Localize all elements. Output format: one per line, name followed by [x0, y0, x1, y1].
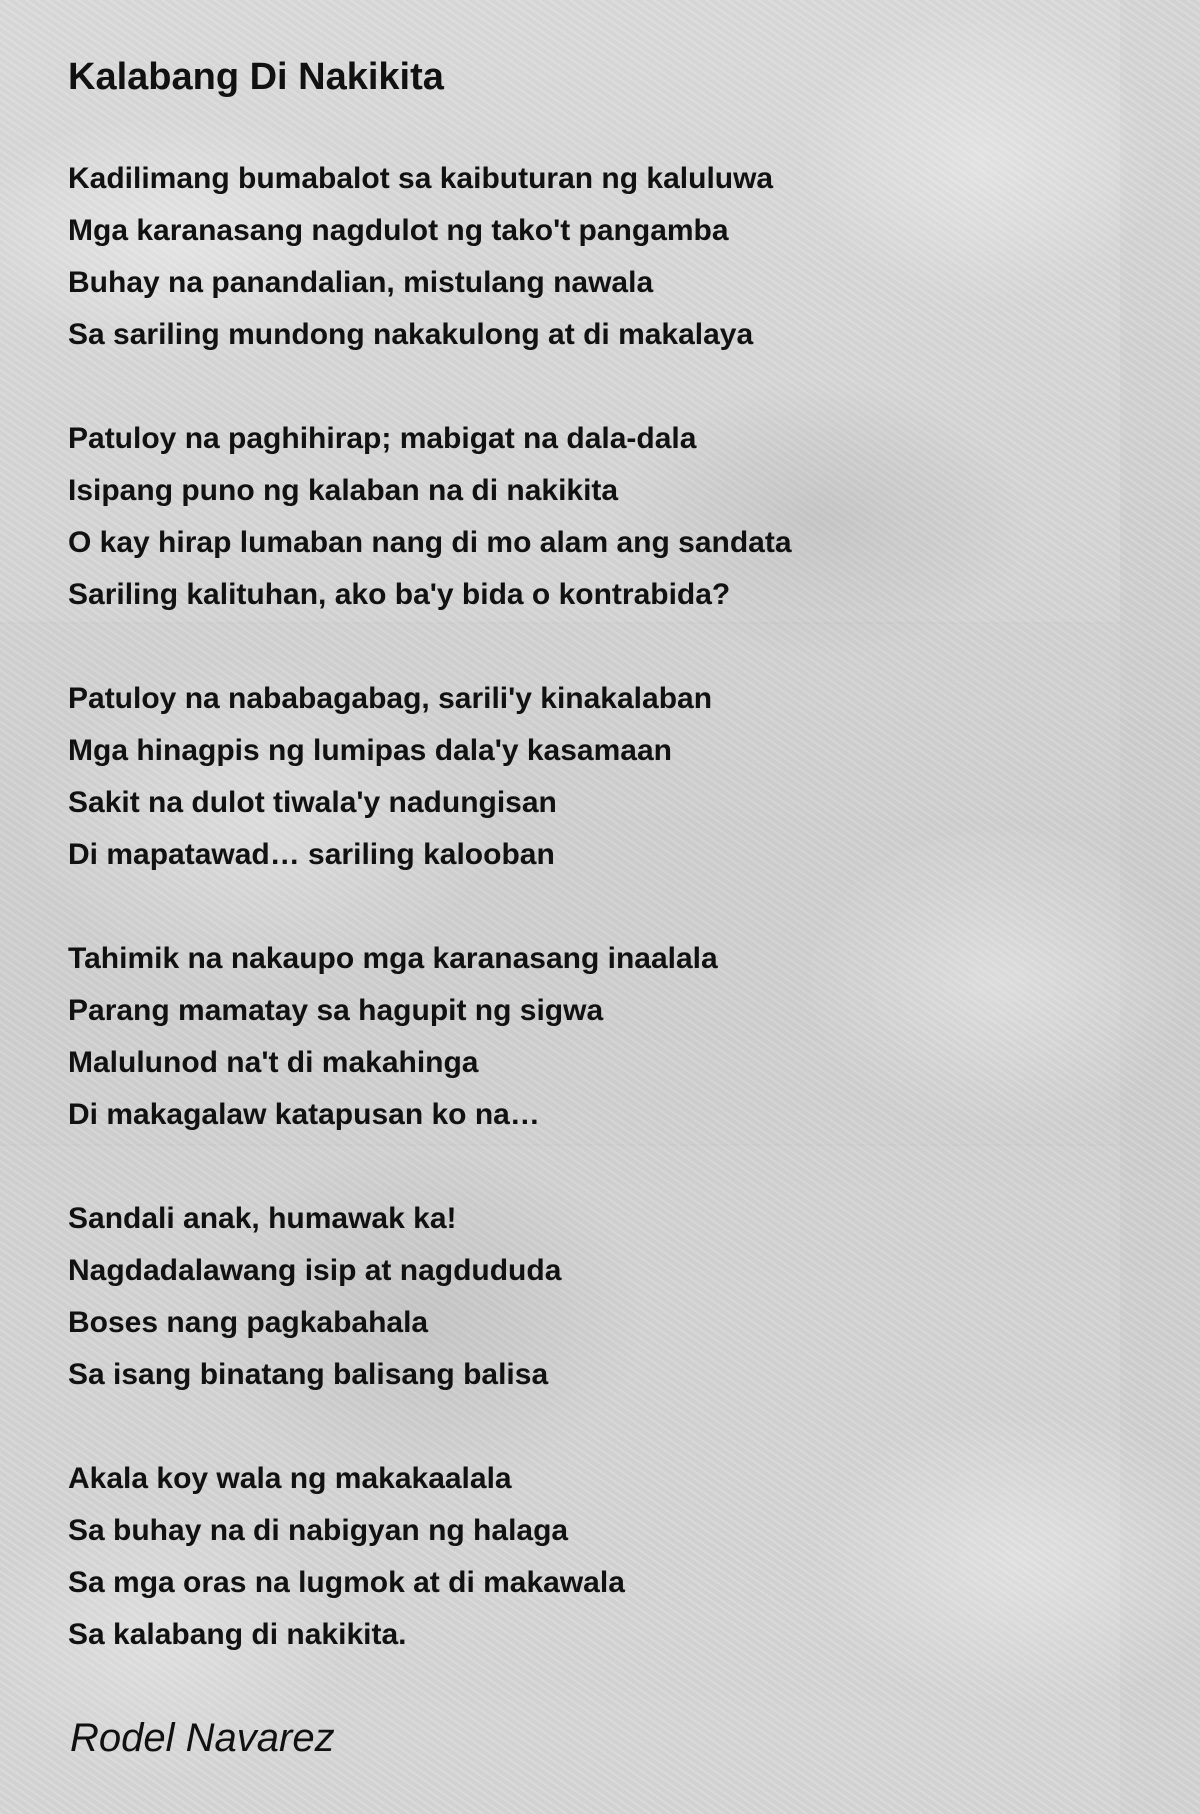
stanza-5: [68, 1193, 1128, 1401]
poem-line: Akala koy wala ng makakaalala: [68, 1462, 512, 1495]
poem-line: Sariling kalituhan, ako ba'y bida o kontrabida?: [68, 578, 731, 611]
stanza-4: [68, 933, 1128, 1141]
poem-line: Sakit na dulot tiwala'y nadungisan: [68, 786, 557, 819]
poem-line: Sa mga oras na lugmok at di makawala: [68, 1566, 625, 1599]
poem-line: Boses nang pagkabahala: [68, 1306, 429, 1339]
poem-line: Tahimik na nakaupo mga karanasang inaalala: [68, 942, 718, 975]
stanza-6: [68, 1453, 1128, 1661]
poem-line: O kay hirap lumaban nang di mo alam ang sandata: [68, 526, 792, 559]
poem-line: Di makagalaw katapusan ko na…: [68, 1098, 540, 1131]
poem-line: Mga hinagpis ng lumipas dala'y kasamaan: [68, 734, 672, 767]
poem-body: [68, 153, 1128, 1661]
poem-title: Kalabang Di Nakikita: [68, 56, 444, 98]
poem-line: Mga karanasang nagdulot ng tako't pangamba: [68, 214, 729, 247]
poem-line: Isipang puno ng kalaban na di nakikita: [68, 474, 619, 507]
poem-line: Sandali anak, humawak ka!: [68, 1202, 457, 1235]
poem-line: Patuloy na nababagabag, sarili'y kinakalaban: [68, 682, 713, 715]
poem-content: [68, 48, 1128, 1713]
poem-line: Patuloy na paghihirap; mabigat na dala-dala: [68, 422, 697, 455]
poem-line: Sa sariling mundong nakakulong at di makalaya: [68, 318, 754, 351]
stanza-1: [68, 153, 1128, 361]
poem-line: Parang mamatay sa hagupit ng sigwa: [68, 994, 604, 1027]
poem-line: Kadilimang bumabalot sa kaibuturan ng kaluluwa: [68, 162, 774, 195]
poem-line: Di mapatawad… sariling kalooban: [68, 838, 555, 871]
poem-line: Sa isang binatang balisang balisa: [68, 1358, 549, 1391]
poem-author: Rodel Navarez: [70, 1716, 335, 1760]
poem-line: Sa buhay na di nabigyan ng halaga: [68, 1514, 569, 1547]
poem-line: Sa kalabang di nakikita.: [68, 1618, 407, 1651]
poem-line: Nagdadalawang isip at nagdududa: [68, 1254, 562, 1287]
stanza-2: [68, 413, 1128, 621]
poem-line: Malulunod na't di makahinga: [68, 1046, 479, 1079]
stanza-3: [68, 673, 1128, 881]
poem-line: Buhay na panandalian, mistulang nawala: [68, 266, 654, 299]
